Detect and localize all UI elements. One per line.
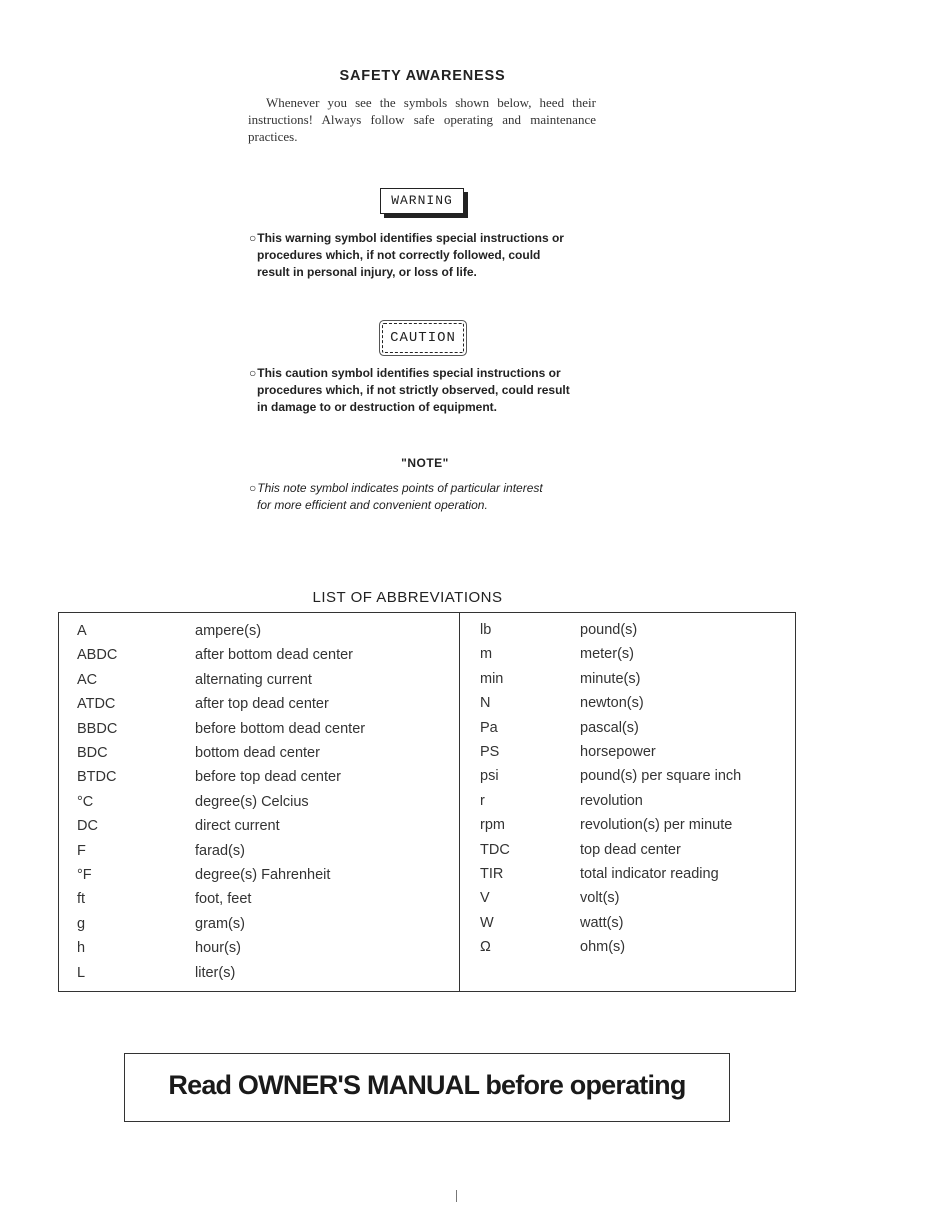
abbreviation-meaning: hour(s) [195, 940, 241, 957]
abbreviation-meaning: gram(s) [195, 915, 245, 932]
abbreviation-term: L [77, 964, 86, 981]
abbreviation-meaning: watt(s) [580, 914, 624, 931]
abbreviation-meaning: liter(s) [195, 964, 236, 981]
abbreviation-term: m [480, 646, 493, 663]
abbreviation-term: ft [77, 891, 86, 908]
abbreviation-meaning: pound(s) per square inch [580, 768, 742, 785]
owners-manual-text: Read OWNER'S MANUAL before operating [168, 1070, 686, 1100]
abbreviation-meaning: alternating current [195, 671, 312, 688]
abbreviation-meaning: minute(s) [580, 670, 641, 687]
abbreviation-meaning: horsepower [580, 744, 656, 760]
abbreviation-term: BBDC [77, 720, 118, 737]
warning-symbol: WARNING [380, 188, 464, 214]
abbreviation-meaning: degree(s) Fahrenheit [195, 867, 331, 883]
abbreviation-meaning: foot, feet [195, 891, 252, 908]
abbreviation-term: rpm [480, 817, 505, 834]
abbreviation-term: g [77, 915, 86, 932]
caution-description: ○This caution symbol identifies special instructions or procedures which, if not strictly observed, could result in damage to or destruction of equipment. [249, 366, 570, 414]
abbreviation-meaning: revolution(s) per minute [580, 817, 733, 834]
abbreviation-term: TIR [480, 866, 504, 882]
bullet-icon: ○ [249, 366, 257, 380]
abbreviation-term: ATDC [77, 696, 116, 713]
abbreviation-term: F [77, 842, 86, 859]
abbreviation-meaning: volt(s) [580, 890, 620, 907]
abbreviation-meaning: pascal(s) [580, 719, 639, 736]
abbreviation-term: N [480, 695, 491, 712]
abbreviation-term: min [480, 670, 504, 687]
abbreviation-term: DC [77, 818, 98, 835]
abbreviation-meaning: ohm(s) [580, 939, 626, 956]
abbreviation-term: BDC [77, 745, 108, 761]
abbreviation-term: Ω [480, 939, 491, 956]
abbreviation-meaning: bottom dead center [195, 745, 320, 761]
abbreviation-meaning: meter(s) [580, 646, 634, 663]
abbreviation-meaning: total indicator reading [580, 866, 719, 882]
abbreviation-term: V [480, 890, 490, 907]
abbreviations-table [58, 612, 796, 992]
abbreviation-term: lb [480, 622, 492, 638]
abbreviation-meaning: after bottom dead center [195, 647, 353, 664]
note-description: ○This note symbol indicates points of particular interest for more efficient and convenient operation. [249, 481, 543, 512]
abbreviation-term: W [480, 914, 494, 931]
abbreviations-title: LIST OF ABBREVIATIONS [312, 589, 503, 606]
note-symbol: "NOTE" [401, 456, 449, 470]
abbreviation-term: r [480, 792, 485, 809]
safety-intro-paragraph: Whenever you see the symbols shown below, heed their instructions! Always follow safe operating and maintenance practices. [248, 95, 596, 144]
table-column-divider [459, 612, 460, 992]
abbreviation-meaning: before top dead center [195, 769, 341, 786]
abbreviation-term: °F [77, 867, 92, 883]
abbreviation-meaning: after top dead center [195, 696, 329, 713]
abbreviation-meaning: revolution [580, 792, 643, 809]
abbreviation-term: BTDC [77, 769, 117, 786]
abbreviation-term: PS [480, 744, 500, 760]
caution-symbol: CAUTION [382, 323, 464, 353]
abbreviation-meaning: direct current [195, 818, 280, 835]
bullet-icon: ○ [249, 481, 257, 495]
safety-awareness-title: SAFETY AWARENESS [339, 68, 506, 84]
page-marker [456, 1190, 457, 1202]
bullet-icon: ○ [249, 231, 257, 245]
abbreviation-term: AC [77, 671, 98, 688]
abbreviation-term: ABDC [77, 647, 118, 664]
abbreviation-term: h [77, 940, 86, 957]
abbreviation-meaning: pound(s) [580, 622, 638, 638]
abbreviation-meaning: top dead center [580, 841, 681, 858]
warning-description: ○This warning symbol identifies special instructions or procedures which, if not correctly followed, could result in personal injury, or loss of life. [249, 231, 564, 279]
abbreviation-term: °C [77, 793, 94, 810]
owners-manual-banner [124, 1053, 730, 1122]
abbreviation-term: psi [480, 768, 499, 785]
abbreviation-term: A [77, 623, 87, 639]
abbreviation-meaning: before bottom dead center [195, 720, 366, 737]
abbreviation-term: TDC [480, 841, 510, 858]
abbreviation-term: Pa [480, 719, 498, 736]
abbreviation-meaning: newton(s) [580, 695, 644, 712]
abbreviation-meaning: ampere(s) [195, 623, 262, 639]
abbreviation-meaning: degree(s) Celcius [195, 793, 309, 810]
abbreviation-meaning: farad(s) [195, 842, 245, 859]
